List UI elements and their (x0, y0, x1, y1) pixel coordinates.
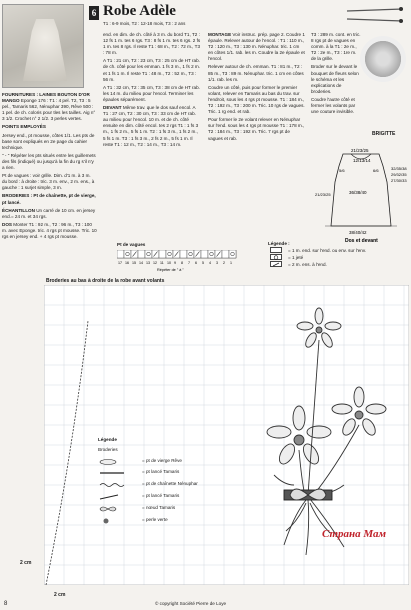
legend-item-perle: = perle verte (98, 517, 258, 524)
pattern-title: Robe Adèle (103, 3, 176, 19)
wave-column-number: 5 (202, 261, 204, 265)
right-text-2: Broder sur le devant le bouquet de fleurs selon le schéma et les explications de broderies. (311, 64, 359, 94)
right-column (311, 32, 361, 117)
wave-repeat-note: Répéter de " à " (157, 268, 184, 272)
wave-cell (117, 250, 124, 258)
wave-column-number: 12 (153, 261, 157, 265)
wave-column-number: 11 (160, 261, 164, 265)
page-number: 8 (4, 601, 8, 607)
right-text-1: T3 : 289 m. cont. en tric. 8 rgs pt de vagues en comm. à la T1 : 2e m., T2 : 2e m., T3 : 1re m. de la grille. (311, 32, 361, 62)
wave-column-number: 13 (146, 261, 150, 265)
vagues-text: Pt de vagues : voir grille. Dim. d'1 m. à 3 m. du bord : à droite : tric. 3 m. env., 2 m. ens., à gauche : 1 surjet simple, 3 m. (2, 173, 95, 191)
schema-neck-label: 12/13/14 (353, 158, 371, 163)
wave-cell (159, 250, 166, 258)
schema-caption: Dos et devant (345, 238, 378, 244)
wave-column-number: 3 (216, 261, 218, 265)
dos-text: Monter T1 : 92 m., T2 : 96 m., T3 : 100 m. avec Eponge. tric. 4 rgs pt mousse. Tric. 10 rgs en jersey end. + 4 rgs pt mousse. (2, 221, 97, 239)
embroidery-legend (98, 437, 258, 528)
copyright-text: © copyright Société Pierre de Loye (155, 601, 227, 606)
volant2-text: Pour former le 2e volant relever en Nénuphar sur l'end. sous les 4 rgs pt mousse T1 : 178 m., T2 : 184 m., T3 : 192 m. Tric. 7 rgs pt de vagues et rab. (208, 117, 305, 141)
wave-chart-title: Pt de vagues (117, 242, 146, 247)
stitch-legend-title: Légende : (268, 241, 290, 246)
pattern-number-badge: 6 (89, 6, 99, 20)
wave-cell (222, 250, 229, 258)
schema-bottom-label: 38/40/42 (349, 230, 367, 235)
legend-item-lance-1: = pt lancé Tamaris (142, 469, 180, 475)
points-text: Jersey end., pt mousse, côtes 1/1. Les pts de base sont expliqués en 2e page du cahier technique. (2, 132, 95, 150)
flower-detail-photo (360, 36, 406, 82)
schema-shoulder-right: 6/6 (373, 168, 379, 173)
mid-text-3: A T1 : 32 cm, T2 : 35 cm, T3 : 38 cm de HT rab. les 14 m. du milieu pour l'encol. Terminer les épaules séparément. (103, 84, 200, 102)
embroidery-legend-subtitle: Broderies (98, 446, 118, 452)
devant-heading: DEVANT (103, 105, 122, 111)
emman-text: Relever autour de ch. emman. T1 : 81 m., T2 : 85 m., T3 : 89 m. Nénuphar. tric. 1 cm en côtes 1/1. rab. les m. (208, 64, 304, 82)
wave-column-number: 10 (167, 261, 171, 265)
schema-top-label: 21/23/25 (351, 148, 369, 153)
embroidery-grid (44, 285, 409, 585)
size-list: T1 : 6-9 mois, T2 : 12-18 mois, T3 : 2 ans (103, 21, 186, 26)
legend-item-vierge: = pt de vierge Rêve (98, 458, 258, 465)
wave-cell (229, 250, 236, 258)
fournitures-text: Eponge 176 : T1 : 4 pel. T2, T3 : 5 pel., Tamaris 562, Nénuphar 390, Rêve 500 : 1 pel. de ch. coloris pour tles les tailles. Aig n° 3 1/2. Crochet n° 2 1/2. 3 perles vertes. (2, 98, 96, 122)
brigitte-label: BRIGITTE (372, 131, 396, 137)
wave-stitch-grid (117, 250, 257, 272)
legend-item-yarn-over: = 1 jeté (268, 254, 408, 261)
mid-text-1: end. en dim. de ch. côté à 3 m. du bord T1, T2 : 12 fs 1 m. tes 6 rgs. T3 : 8 fs 1 m. tes 6 rgs. 2 fs 1 m. tes 8 rgs. Il reste T1 : 68 m., T2 : 72 m., T3 : 78 m. (103, 32, 201, 56)
legend-item-chainette: = pt de chaînette Nénuphar (98, 481, 258, 488)
wave-column-number: 8 (181, 261, 183, 265)
wave-column-number: 6 (195, 261, 197, 265)
schema-left-height: 21/23/25 (315, 192, 331, 197)
needles-icon (345, 5, 405, 25)
legend-item-k2tog: = 2 m. ens. à l'end. (268, 261, 408, 268)
dress-photo (2, 4, 84, 88)
embroidery-chart-title: Broderies au bas à droite de la robe avant volants (46, 278, 165, 284)
wave-column-number: 17 (118, 261, 122, 265)
scale-2cm-bottom: 2 cm (54, 592, 66, 598)
wave-column-number: 4 (209, 261, 211, 265)
watermark-logo: Страна Мам (322, 528, 387, 540)
wave-column-number: 9 (174, 261, 176, 265)
dos-heading: DOS (2, 221, 12, 227)
echantillon-heading: ÉCHANTILLON (2, 207, 35, 213)
fournitures-heading: FOURNITURES : LAINES BOUTON D'OR MANGO (2, 92, 90, 104)
page-footer (0, 598, 411, 610)
wave-column-number: 1 (230, 261, 232, 265)
devant-text: Même trav. que le dos sauf encol. A T1 : 27 cm, T2 : 30 cm, T3 : 33 cm de HT rab. au milieu pour l'encol. 10 m. et de ch. côté ensuite en dim. côté encol. tes 2 rgs T1 : 1 fs 3 m., 1 fs 2 m., 5 fs 1 m. T2 : 1 fs 3 m., 1 fs 2 m., 5 fs 1 m. T3 : 1 fs 3 m., 2 fs 2 m., 5 fs 1 m. Il reste T1 : 12 m., T2 : 14 m., T3 : 14 m. (103, 105, 199, 147)
wave-cell (138, 250, 145, 258)
wave-column-number: 15 (132, 261, 136, 265)
wave-cell (180, 250, 187, 258)
wave-cell (187, 250, 194, 258)
wave-cell (208, 250, 215, 258)
right-text-3: Coudre l'autre côté et fermer les volants par une couture invisible. (311, 96, 356, 115)
mid-text-2: A T1 : 21 cm, T2 : 23 cm, T3 : 25 cm de HT rab. de ch. côté pour les emman. 1 fs 3 m., 1 fs 2 m. et 1 fs 1 m. Il reste T1 : 48 m., T2 : 52 m., T3 : 56 m. (103, 58, 201, 82)
legend-item-noeud: = nœud Tamaris (98, 505, 258, 512)
legend-item-lance-2: = pt lancé Tamaris (98, 493, 258, 500)
schema-right-1: 32/35/38 (391, 166, 407, 171)
broderies-heading: BRODERIES : Pt de chaînette, pt de vierge, pt lancé. (2, 193, 96, 205)
wave-column-number: 7 (188, 261, 190, 265)
schema-right-2: 29/32/35 (391, 172, 407, 177)
repeat-text: " - " Répéter les pts situés entre les guillemets des fils (indiqué) ou jusqu'à la fin du rg s'il n'y a rien. (2, 152, 96, 171)
montage-column (208, 32, 305, 144)
wave-cell (201, 250, 208, 258)
wave-column-number: 14 (139, 261, 143, 265)
montage-text: Voir instruc. prép. page 2. Coudre 1 épaule. Relever autour de l'encol. : T1 : 110 m., T2 : 120 m., T3 : 130 m. Nénuphar. tric. 1 cm en côtes 1/1. rab. les m. Coudre la 2e épaule et l'encol. (208, 32, 305, 62)
wave-cell (166, 250, 173, 258)
montage-heading: MONTAGE (208, 32, 232, 37)
schema-armhole-label: 36/38/40 (349, 190, 367, 195)
echantillon-text: Un carré de 10 cm. en jersey end.= 24 m. et 34 rgs. (2, 207, 96, 219)
wave-cell (124, 250, 131, 258)
schema-shoulder-left: 5/6 (339, 168, 345, 173)
middle-column (103, 32, 201, 150)
embroidery-legend-title: Légende (98, 437, 117, 442)
scale-2cm-left: 2 cm (20, 560, 32, 566)
legend-item-knit: = 1 m. end. sur l'end. ou env. sur l'env. (268, 247, 408, 254)
left-column (2, 92, 97, 242)
points-heading: POINTS EMPLOYÉS (2, 124, 46, 130)
volant-text: Coudre un côté, puis pour former le premier volant, relever en Tamaris au bas du trav. sur l'endroit, sous les 4 rgs pt mousse. T1 : 184 m., T2 : 192 m., T3 : 200 m. Tric. 10 rgs de vagues. Tric. 1 rg end. et rab. (208, 84, 305, 115)
wave-column-number: 2 (223, 261, 225, 265)
wave-column-number: 16 (125, 261, 129, 265)
wave-cell (145, 250, 152, 258)
stitch-legend (268, 240, 408, 268)
schema-right-3: 27/30/33 (391, 178, 407, 183)
